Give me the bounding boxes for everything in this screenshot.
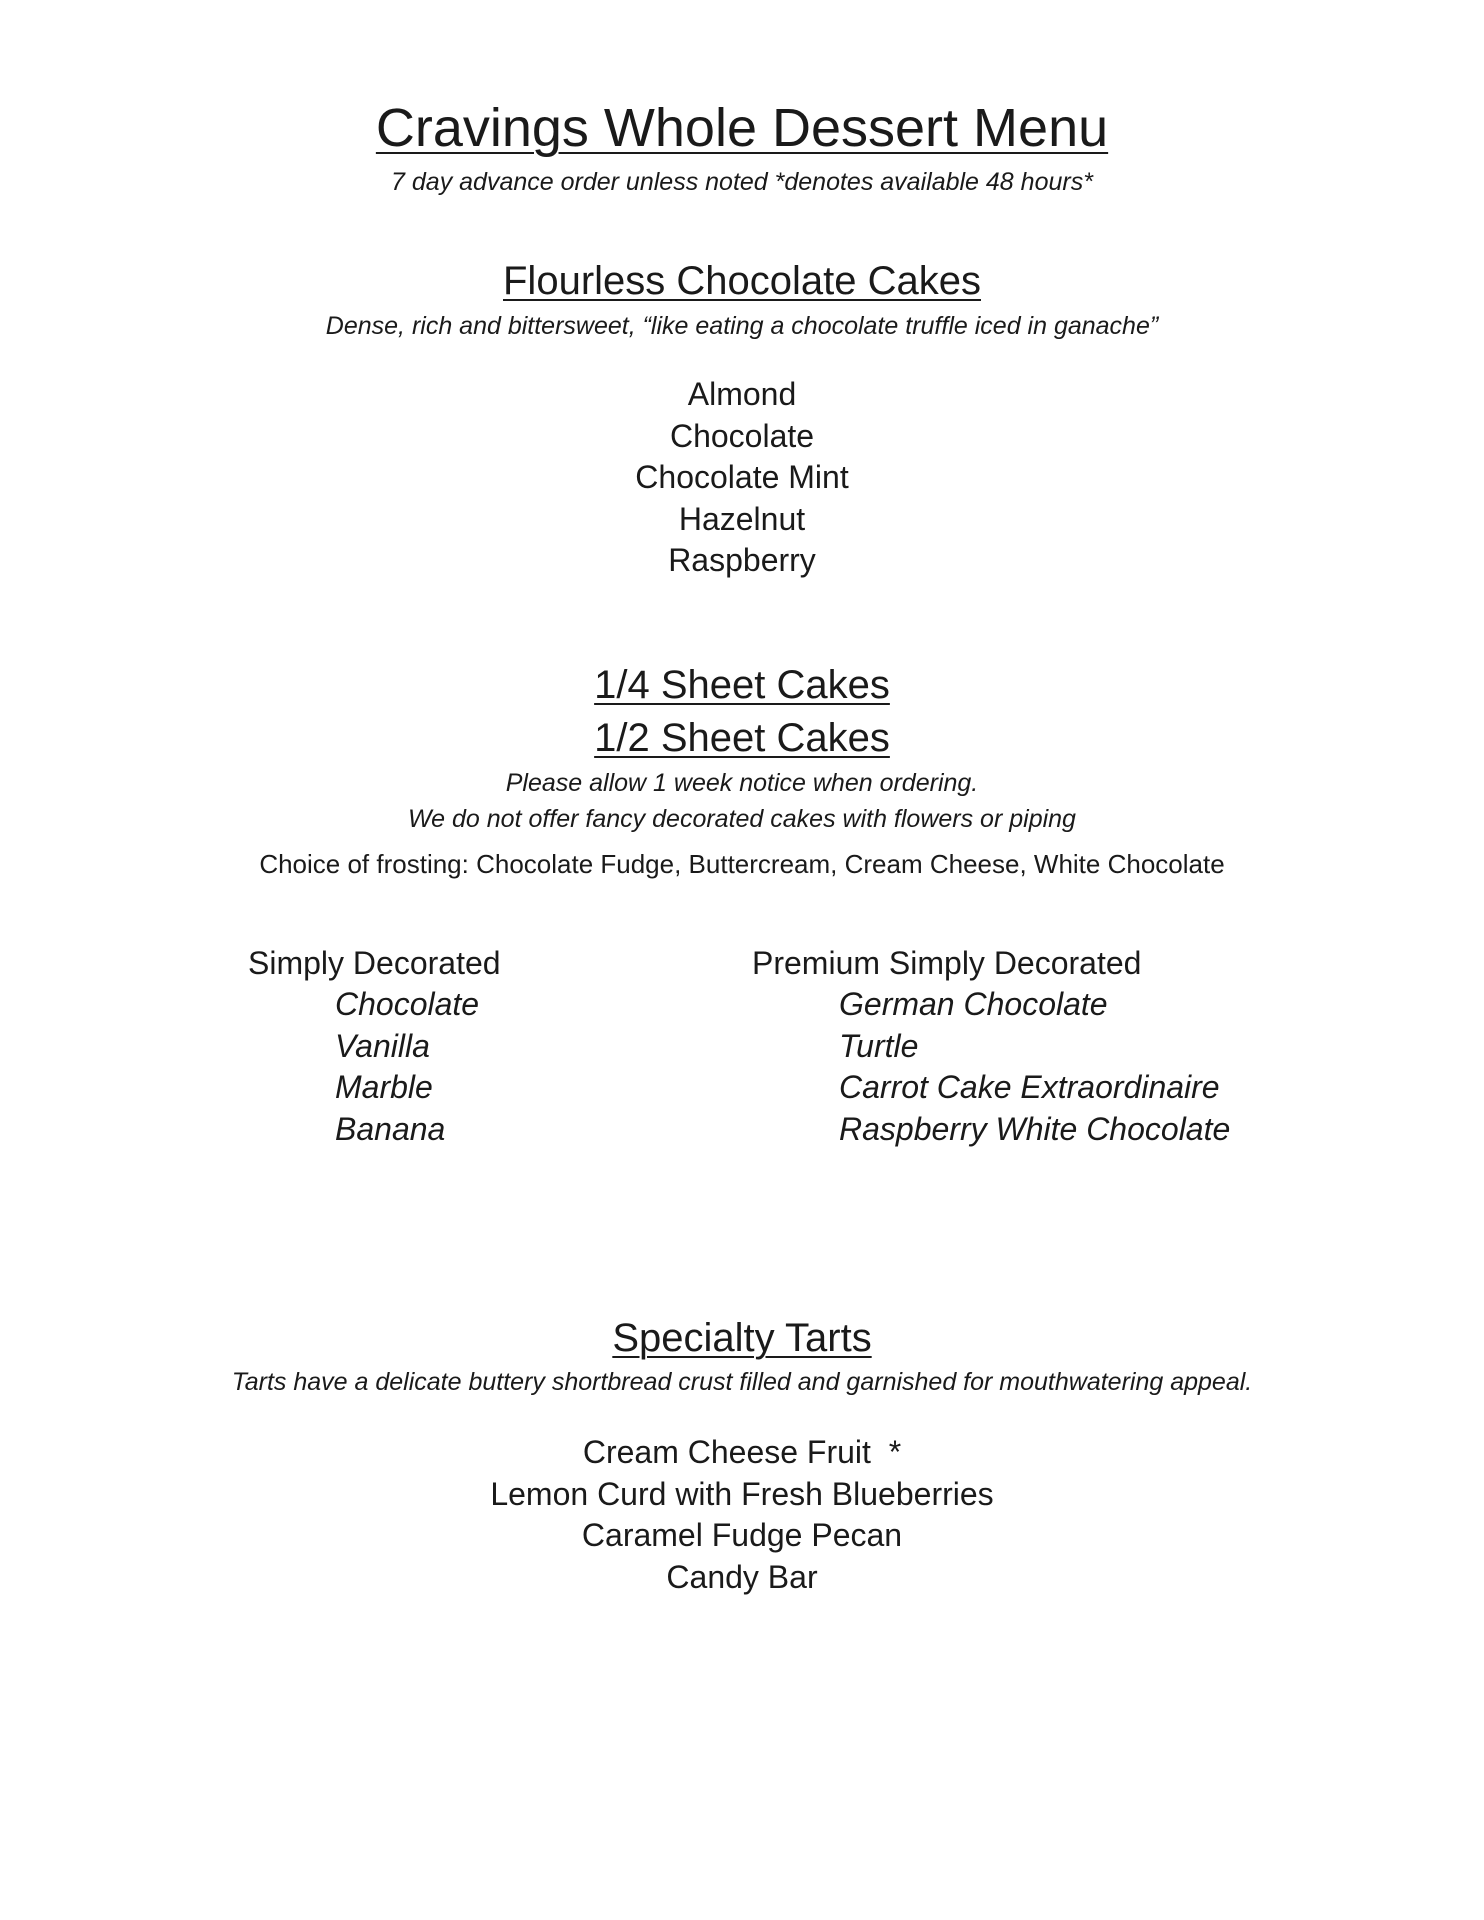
simply-decorated-title: Simply Decorated: [248, 945, 501, 981]
sheet-note-2: We do not offer fancy decorated cakes with flowers or piping: [408, 805, 1076, 833]
tarts-description: Tarts have a delicate buttery shortbread crust filled and garnished for mouthwatering appeal.: [231, 1368, 1253, 1396]
flourless-description: Dense, rich and bittersweet, “like eating a chocolate truffle iced in ganache”: [325, 312, 1159, 340]
list-item: Chocolate: [335, 986, 480, 1022]
simply-decorated-column: [248, 942, 501, 1150]
list-item: Almond: [687, 376, 797, 412]
list-item: Caramel Fudge Pecan: [581, 1517, 903, 1553]
frosting-options: Choice of frosting: Chocolate Fudge, Buttercream, Cream Cheese, White Chocolate: [259, 849, 1225, 879]
tarts-heading: Specialty Tarts: [612, 1316, 872, 1360]
list-item: German Chocolate: [839, 986, 1108, 1022]
list-item: Hazelnut: [678, 500, 806, 537]
list-item: Raspberry White Chocolate: [839, 1110, 1231, 1147]
sheet-half-heading: 1/2 Sheet Cakes: [594, 716, 890, 760]
flourless-heading: Flourless Chocolate Cakes: [503, 259, 981, 303]
list-item: Chocolate Mint: [635, 459, 849, 495]
list-item: Lemon Curd with Fresh Blueberries: [490, 1475, 994, 1512]
simply-decorated-list: [248, 984, 501, 1150]
list-item: Raspberry: [668, 542, 816, 578]
premium-decorated-column: [752, 942, 1230, 1150]
list-item: Cream Cheese Fruit *: [582, 1434, 902, 1470]
page-subtitle: 7 day advance order unless noted *denotes available 48 hours*: [391, 168, 1093, 196]
premium-decorated-list: [752, 984, 1230, 1150]
page-title: Cravings Whole Dessert Menu: [375, 98, 1109, 158]
list-item: Marble: [335, 1069, 433, 1105]
sheet-quarter-heading: 1/4 Sheet Cakes: [594, 663, 890, 707]
list-item: Chocolate: [669, 417, 815, 454]
tarts-list: [0, 1432, 1484, 1598]
sheet-note-1: Please allow 1 week notice when ordering.: [505, 769, 979, 797]
premium-decorated-title: Premium Simply Decorated: [752, 945, 1142, 981]
flourless-list: [0, 374, 1484, 582]
list-item: Vanilla: [335, 1027, 430, 1064]
list-item: Candy Bar: [666, 1558, 818, 1595]
list-item: Banana: [335, 1110, 446, 1147]
list-item: Carrot Cake Extraordinaire: [839, 1069, 1220, 1105]
list-item: Turtle: [839, 1027, 919, 1064]
